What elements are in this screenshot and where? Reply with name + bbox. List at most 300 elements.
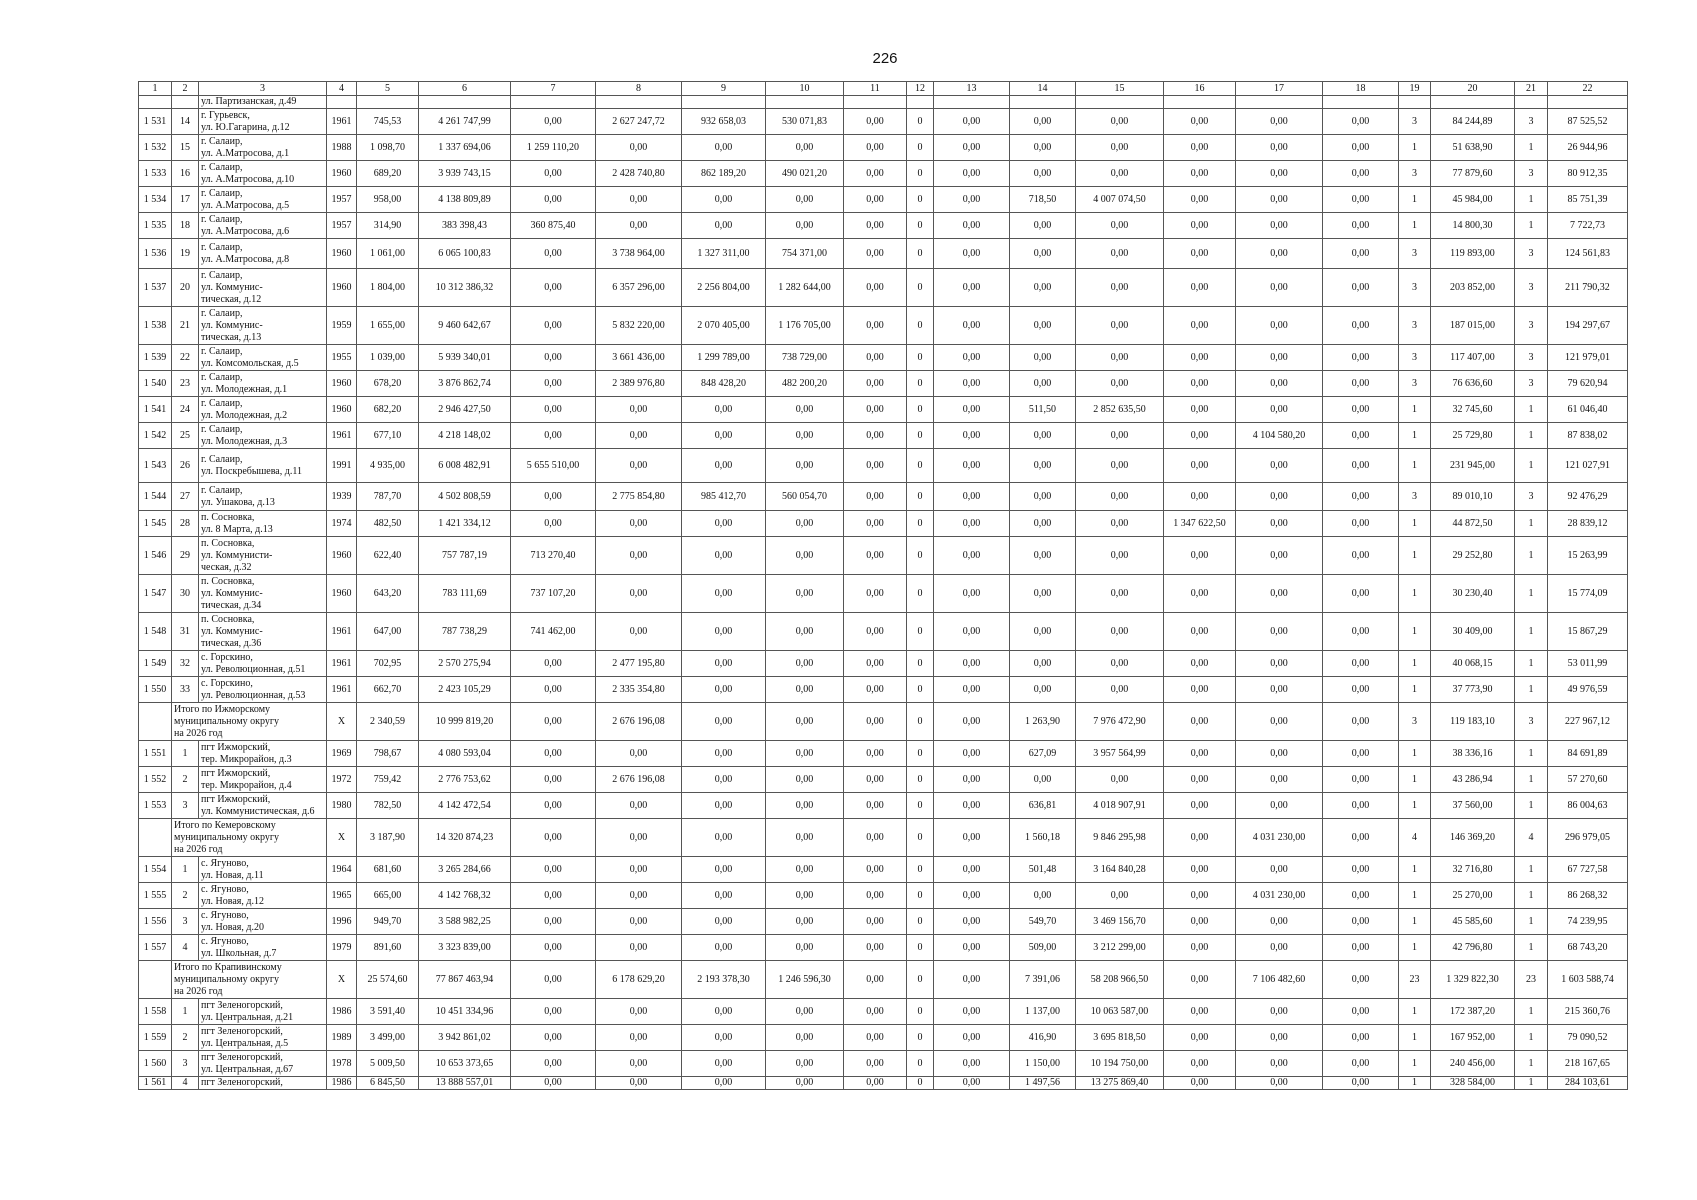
value-cell: 0,00 [1323,161,1399,187]
column-number: 19 [1399,82,1431,96]
continuation-row [139,96,1628,109]
value-cell: 782,50 [357,793,419,819]
value-cell: 0 [907,999,934,1025]
value-cell: 22 [172,345,199,371]
value-cell: 1 282 644,00 [766,269,844,307]
value-cell: 681,60 [357,857,419,883]
value-cell: 0,00 [1323,1051,1399,1077]
value-cell: 0,00 [766,397,844,423]
value-cell: 7 391,06 [1010,961,1076,999]
value-cell: 0,00 [1164,345,1236,371]
empty-cell [139,703,172,741]
value-cell: 40 068,15 [1431,651,1515,677]
value-cell: 0,00 [1010,483,1076,511]
value-cell: 0,00 [844,857,907,883]
address-cell: пгт Зеленогорский, ул. Центральная, д.67 [199,1051,327,1077]
value-cell: 1 [1399,423,1431,449]
value-cell: 1960 [327,397,357,423]
value-cell: 0,00 [766,135,844,161]
value-cell: 0,00 [1010,269,1076,307]
value-cell: 1 804,00 [357,269,419,307]
address-cell: г. Салаир, ул. Молодежная, д.3 [199,423,327,449]
value-cell: 1 655,00 [357,307,419,345]
value-cell: 0,00 [1076,767,1164,793]
value-cell: 4 138 809,89 [419,187,511,213]
value-cell: 862 189,20 [682,161,766,187]
value-cell: 1 259 110,20 [511,135,596,161]
value-cell: 10 063 587,00 [1076,999,1164,1025]
value-cell: 1 [1515,423,1548,449]
value-cell: 5 655 510,00 [511,449,596,483]
value-cell: 77 867 463,94 [419,961,511,999]
value-cell: 1986 [327,1077,357,1090]
table-row [139,423,1628,449]
value-cell: 0,00 [1010,575,1076,613]
value-cell: 0,00 [1323,371,1399,397]
value-cell: 194 297,67 [1548,307,1628,345]
value-cell: 13 888 557,01 [419,1077,511,1090]
value-cell: 0,00 [1236,999,1323,1025]
address-cell: п. Сосновка, ул. Коммунис- тическая, д.36 [199,613,327,651]
summary-row [139,703,1628,741]
value-cell: 215 360,76 [1548,999,1628,1025]
address-cell: г. Салаир, ул. Молодежная, д.1 [199,371,327,397]
address-cell: г. Салаир, ул. А.Матросова, д.5 [199,187,327,213]
value-cell: 218 167,65 [1548,1051,1628,1077]
value-cell: 643,20 [357,575,419,613]
value-cell: 0 [907,651,934,677]
value-cell: 0,00 [1236,575,1323,613]
row-number-cell: 1 538 [139,307,172,345]
address-cell: г. Салаир, ул. Коммунис- тическая, д.13 [199,307,327,345]
empty-cell [139,819,172,857]
value-cell: 0,00 [934,345,1010,371]
value-cell: 1 098,70 [357,135,419,161]
row-number-cell: 1 536 [139,239,172,269]
value-cell: 0,00 [682,187,766,213]
value-cell: 1 [172,857,199,883]
value-cell: X [327,961,357,999]
value-cell: 0 [907,857,934,883]
value-cell: 77 879,60 [1431,161,1515,187]
value-cell: 0,00 [1164,935,1236,961]
value-cell: 0 [907,511,934,537]
value-cell: 1961 [327,109,357,135]
value-cell: 647,00 [357,613,419,651]
value-cell: 3 [1399,269,1431,307]
column-number: 5 [357,82,419,96]
value-cell: 0 [907,741,934,767]
value-cell: 0,00 [1164,537,1236,575]
value-cell: 0,00 [682,677,766,703]
value-cell: 119 893,00 [1431,239,1515,269]
value-cell: 0,00 [1323,1077,1399,1090]
value-cell: 0,00 [844,793,907,819]
address-cell: пгт Ижморский, тер. Микрорайон, д.4 [199,767,327,793]
value-cell: 37 773,90 [1431,677,1515,703]
value-cell: 23 [1399,961,1431,999]
value-cell: 0 [907,677,934,703]
value-cell: 1 [1515,741,1548,767]
value-cell: 745,53 [357,109,419,135]
value-cell: 754 371,00 [766,239,844,269]
value-cell: 0,00 [1076,269,1164,307]
empty-cell [907,96,934,109]
value-cell: 0,00 [934,935,1010,961]
row-number-cell: 1 535 [139,213,172,239]
row-number-cell: 1 534 [139,187,172,213]
value-cell: 0,00 [1164,703,1236,741]
value-cell: 0 [907,345,934,371]
value-cell: 0,00 [511,371,596,397]
value-cell: 30 409,00 [1431,613,1515,651]
value-cell: 32 716,80 [1431,857,1515,883]
value-cell: 0 [907,397,934,423]
empty-cell [419,96,511,109]
address-cell: п. Сосновка, ул. Коммунис- тическая, д.34 [199,575,327,613]
value-cell: 0,00 [1010,423,1076,449]
value-cell: 0,00 [1010,677,1076,703]
address-cell: г. Салаир, ул. А.Матросова, д.10 [199,161,327,187]
value-cell: 0,00 [1076,449,1164,483]
value-cell: 0,00 [934,483,1010,511]
value-cell: 0 [907,575,934,613]
value-cell: 0,00 [596,883,682,909]
value-cell: 3 [1399,703,1431,741]
empty-cell [1399,96,1431,109]
row-number-cell: 1 533 [139,161,172,187]
value-cell: 3 [172,909,199,935]
value-cell: 0,00 [1164,423,1236,449]
table-row [139,613,1628,651]
value-cell: 92 476,29 [1548,483,1628,511]
value-cell: 1 [1399,135,1431,161]
value-cell: 26 944,96 [1548,135,1628,161]
table-row [139,1025,1628,1051]
column-number: 18 [1323,82,1399,96]
row-number-cell: 1 550 [139,677,172,703]
value-cell: 1 [1399,613,1431,651]
value-cell: 360 875,40 [511,213,596,239]
value-cell: 0,00 [1076,511,1164,537]
value-cell: 0 [907,1025,934,1051]
value-cell: 7 976 472,90 [1076,703,1164,741]
value-cell: 5 939 340,01 [419,345,511,371]
value-cell: 296 979,05 [1548,819,1628,857]
table-row [139,269,1628,307]
value-cell: 1 299 789,00 [682,345,766,371]
value-cell: 1996 [327,909,357,935]
table-row [139,741,1628,767]
value-cell: 737 107,20 [511,575,596,613]
row-number-cell: 1 547 [139,575,172,613]
value-cell: 0 [907,961,934,999]
value-cell: 1955 [327,345,357,371]
value-cell: 0,00 [844,345,907,371]
value-cell: 328 584,00 [1431,1077,1515,1090]
table-row [139,999,1628,1025]
value-cell: 0,00 [1076,651,1164,677]
value-cell: 0,00 [1076,213,1164,239]
value-cell: 0,00 [1236,345,1323,371]
value-cell: 0,00 [1236,213,1323,239]
value-cell: 0,00 [844,1025,907,1051]
empty-cell [682,96,766,109]
value-cell: 1960 [327,575,357,613]
value-cell: 0,00 [844,423,907,449]
value-cell: 0,00 [844,767,907,793]
value-cell: 0,00 [1076,161,1164,187]
value-cell: 0,00 [844,1077,907,1090]
value-cell: 636,81 [1010,793,1076,819]
value-cell: 0,00 [1164,767,1236,793]
value-cell: 0,00 [1164,307,1236,345]
value-cell: 0,00 [844,935,907,961]
empty-cell [1010,96,1076,109]
value-cell: 0,00 [682,511,766,537]
value-cell: 0,00 [682,767,766,793]
address-cell: с. Горскино, ул. Революционная, д.53 [199,677,327,703]
value-cell: 42 796,80 [1431,935,1515,961]
value-cell: 0,00 [596,1025,682,1051]
value-cell: 0,00 [682,213,766,239]
value-cell: 0,00 [1076,883,1164,909]
value-cell: 211 790,32 [1548,269,1628,307]
value-cell: 6 845,50 [357,1077,419,1090]
value-cell: 10 653 373,65 [419,1051,511,1077]
value-cell: 0,00 [1323,767,1399,793]
value-cell: 5 832 220,00 [596,307,682,345]
value-cell: 0,00 [1236,935,1323,961]
value-cell: 1960 [327,161,357,187]
value-cell: 0,00 [934,613,1010,651]
value-cell: 0,00 [844,213,907,239]
value-cell: 1978 [327,1051,357,1077]
address-cell: с. Ягуново, ул. Новая, д.20 [199,909,327,935]
value-cell: 662,70 [357,677,419,703]
value-cell: 0,00 [682,1025,766,1051]
value-cell: 0,00 [511,999,596,1025]
value-cell: 738 729,00 [766,345,844,371]
value-cell: 0,00 [1323,511,1399,537]
value-cell: 511,50 [1010,397,1076,423]
value-cell: 23 [172,371,199,397]
value-cell: 0,00 [1323,909,1399,935]
value-cell: 86 268,32 [1548,883,1628,909]
value-cell: 2 477 195,80 [596,651,682,677]
value-cell: 0,00 [1236,371,1323,397]
value-cell: 0 [907,269,934,307]
value-cell: 0,00 [1010,651,1076,677]
row-number-cell: 1 537 [139,269,172,307]
value-cell: 1 [1399,449,1431,483]
value-cell: 0,00 [682,135,766,161]
value-cell: 490 021,20 [766,161,844,187]
value-cell: 0,00 [844,999,907,1025]
value-cell: 0,00 [1236,613,1323,651]
value-cell: 0,00 [682,613,766,651]
empty-cell [1515,96,1548,109]
value-cell: 0,00 [844,109,907,135]
column-number-row [139,82,1628,96]
address-cell: г. Салаир, ул. А.Матросова, д.8 [199,239,327,269]
value-cell: 7 106 482,60 [1236,961,1323,999]
column-number: 4 [327,82,357,96]
value-cell: 0,00 [934,161,1010,187]
row-number-cell: 1 558 [139,999,172,1025]
value-cell: 2 340,59 [357,703,419,741]
value-cell: 0,00 [1164,651,1236,677]
table-row [139,213,1628,239]
value-cell: 1979 [327,935,357,961]
value-cell: 28 839,12 [1548,511,1628,537]
column-number: 6 [419,82,511,96]
value-cell: 0,00 [1323,935,1399,961]
value-cell: 1 497,56 [1010,1077,1076,1090]
value-cell: 15 774,09 [1548,575,1628,613]
value-cell: 0,00 [1323,397,1399,423]
value-cell: 1 337 694,06 [419,135,511,161]
value-cell: 4 261 747,99 [419,109,511,135]
value-cell: 1 [1399,187,1431,213]
value-cell: 0,00 [1236,1077,1323,1090]
value-cell: 0,00 [1076,613,1164,651]
value-cell: 1 150,00 [1010,1051,1076,1077]
value-cell: 891,60 [357,935,419,961]
value-cell: 0,00 [766,857,844,883]
value-cell: 0,00 [766,767,844,793]
value-cell: 4 935,00 [357,449,419,483]
value-cell: 509,00 [1010,935,1076,961]
value-cell: 2 [172,767,199,793]
column-number: 8 [596,82,682,96]
value-cell: 0 [907,371,934,397]
value-cell: 1 [1515,397,1548,423]
value-cell: 0,00 [1010,371,1076,397]
table-row [139,135,1628,161]
value-cell: 0,00 [934,999,1010,1025]
value-cell: 9 846 295,98 [1076,819,1164,857]
value-cell: 0,00 [511,961,596,999]
value-cell: 0,00 [682,423,766,449]
value-cell: 0,00 [844,909,907,935]
value-cell: 0 [907,767,934,793]
value-cell: 0,00 [766,613,844,651]
value-cell: 2 423 105,29 [419,677,511,703]
value-cell: 0,00 [934,449,1010,483]
value-cell: 0,00 [682,857,766,883]
value-cell: 0,00 [1323,345,1399,371]
value-cell: 1 [1399,793,1431,819]
value-cell: 0,00 [1236,677,1323,703]
address-cell: г. Салаир, ул. А.Матросова, д.6 [199,213,327,239]
empty-cell [511,96,596,109]
value-cell: 27 [172,483,199,511]
value-cell: 0,00 [1164,857,1236,883]
column-number: 3 [199,82,327,96]
value-cell: 0,00 [1164,483,1236,511]
value-cell: 0,00 [511,703,596,741]
value-cell: 3 942 861,02 [419,1025,511,1051]
value-cell: 45 585,60 [1431,909,1515,935]
value-cell: 0,00 [1323,109,1399,135]
table-row [139,239,1628,269]
value-cell: 0,00 [1323,883,1399,909]
value-cell: 0,00 [844,397,907,423]
value-cell: 1 [1399,651,1431,677]
value-cell: 0,00 [511,793,596,819]
value-cell: 560 054,70 [766,483,844,511]
value-cell: 1 [1515,537,1548,575]
value-cell: 20 [172,269,199,307]
value-cell: 0,00 [1010,213,1076,239]
value-cell: 0,00 [844,819,907,857]
value-cell: 1 [1515,187,1548,213]
value-cell: 0,00 [844,575,907,613]
value-cell: 0,00 [511,741,596,767]
address-cell: г. Салаир, ул. А.Матросова, д.1 [199,135,327,161]
value-cell: 0,00 [844,703,907,741]
empty-cell [766,96,844,109]
value-cell: 1 [1399,537,1431,575]
value-cell: 23 [1515,961,1548,999]
value-cell: 15 867,29 [1548,613,1628,651]
value-cell: 6 065 100,83 [419,239,511,269]
summary-row [139,961,1628,999]
column-number: 9 [682,82,766,96]
value-cell: 0,00 [1164,213,1236,239]
value-cell: 0,00 [1323,187,1399,213]
value-cell: 0,00 [682,1051,766,1077]
value-cell: 3 [1399,239,1431,269]
value-cell: 1 560,18 [1010,819,1076,857]
value-cell: 482,50 [357,511,419,537]
value-cell: 121 979,01 [1548,345,1628,371]
row-number-cell: 1 557 [139,935,172,961]
address-cell: г. Салаир, ул. Ушакова, д.13 [199,483,327,511]
empty-cell [1236,96,1323,109]
value-cell: 68 743,20 [1548,935,1628,961]
column-number: 22 [1548,82,1628,96]
row-number-cell: 1 560 [139,1051,172,1077]
value-cell: 0,00 [766,703,844,741]
value-cell: 0,00 [1164,187,1236,213]
value-cell: 702,95 [357,651,419,677]
value-cell: 1 [1515,1077,1548,1090]
value-cell: 0,00 [844,239,907,269]
value-cell: 0 [907,213,934,239]
summary-label: Итого по Ижморскому муниципальному округу на 2026 год [172,703,327,741]
value-cell: 0,00 [766,1051,844,1077]
value-cell: 0,00 [844,449,907,483]
value-cell: 0,00 [934,537,1010,575]
value-cell: 30 230,40 [1431,575,1515,613]
value-cell: 231 945,00 [1431,449,1515,483]
value-cell: 0 [907,187,934,213]
value-cell: 0,00 [511,767,596,793]
value-cell: 1964 [327,857,357,883]
value-cell: 53 011,99 [1548,651,1628,677]
value-cell: 0,00 [1164,677,1236,703]
register-table [138,81,1628,1090]
value-cell: 1 [1399,1077,1431,1090]
value-cell: 0 [907,1077,934,1090]
value-cell: 84 244,89 [1431,109,1515,135]
value-cell: 718,50 [1010,187,1076,213]
value-cell: 3 499,00 [357,1025,419,1051]
value-cell: 4 142 472,54 [419,793,511,819]
value-cell: 3 [1399,161,1431,187]
